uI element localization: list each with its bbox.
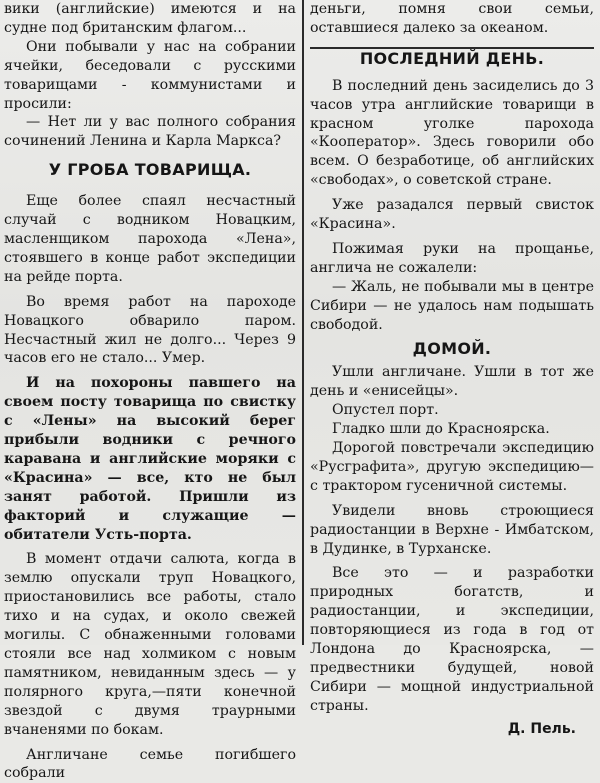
right-paragraph-10: Все это — и разработки природных богатств, и радиостанции, и экспедиции, повторяющиеся из года в год от Лондона до Красноярска, — предвестники будущей, новой Сибири — мощной индустриальной страны. xyxy=(310,565,594,714)
left-intro-3: — Нет ли у вас полного собрания сочинений Ленина и Карла Маркса? xyxy=(4,114,296,150)
right-paragraph-6: Опустел порт. xyxy=(332,402,439,419)
right-paragraph-7: Гладко шли до Красноярска. xyxy=(332,421,550,438)
left-paragraph-2: Во время работ на пароходе Новацкого обварило паром. Несчастный жил не долго... Через 9 часов его не стало... Умер. xyxy=(4,293,296,367)
left-paragraph-4: В момент отдачи салюта, когда в землю опускали труп Новацкого, приостановились все работы, стало тихо и на судах, и около свежей могилы. С обнаженными головами стояли все над холмиком с новым памятником, невиданным здесь — у полярного круга,—пяти конечной звездой с двумя траурными вчаненями по бокам. xyxy=(4,551,296,738)
right-paragraph-9: Увидели вновь строющиеся радиостанции в Верхне - Имбатском, в Дудинке, в Турханске. xyxy=(310,502,594,557)
right-paragraph-8: Дорогой повстречали экспедицию «Русграфита», другую экспедицию—с трактором гусеничной системы. xyxy=(310,440,594,494)
right-paragraph-4: — Жаль, не побывали мы в центре Сибири — не удалось нам подышать свободой. xyxy=(310,278,594,333)
right-paragraph-5: Ушли англичане. Ушли в тот же день и «енисейцы». xyxy=(310,364,594,400)
section-heading-last-day: ПОСЛЕДНИЙ ДЕНЬ. xyxy=(359,48,545,68)
right-column-rule xyxy=(310,47,594,49)
right-paragraph-2: Уже разадался первый свисток «Красина». xyxy=(310,197,594,233)
author-signature: Д. Пель. xyxy=(507,720,576,737)
left-intro-2: Они побывали у нас на собрании ячейки, беседовали с русскими товарищами - коммунистами и просили: xyxy=(4,38,296,112)
left-paragraph-5: Англичане семье погибшего собрали xyxy=(4,746,296,782)
right-paragraph-1: В последний день засиделись до 3 часов утра английские товарищи в красном уголке парохода «Кооператор». Здесь говорили обо всем. О безработице, об английских «свободах», о советской стране. xyxy=(310,77,594,189)
left-paragraph-1: Еще более спаял несчастный случай с водником Новацким, масленщиком парохода «Лена», стоявшего в конце работ экспедиции на рейде порта. xyxy=(4,193,296,285)
right-paragraph-3: Пожимая руки на прощанье, англича не сожалели: xyxy=(310,240,594,276)
left-column xyxy=(4,0,296,782)
right-column xyxy=(310,0,594,737)
section-heading-home: ДОМОЙ. xyxy=(412,338,492,358)
section-heading-grave: У ГРОБА ТОВАРИЩА. xyxy=(48,160,252,180)
left-paragraph-3: И на похороны павшего на своем посту товарища по свистку с «Лены» на высокий берег прибыли водники с речного каравана и английские моряки с «Красина» — все, кто не был занят работой. Пришли из факторий и служащие — обитатели Усть-порта. xyxy=(4,375,296,543)
right-intro: деньги, помня свои семьи, оставшиеся далеко за океаном. xyxy=(310,1,594,36)
left-intro-1: вики (английские) имеются и на судне под британским флагом... xyxy=(4,1,296,36)
column-divider xyxy=(302,0,304,645)
